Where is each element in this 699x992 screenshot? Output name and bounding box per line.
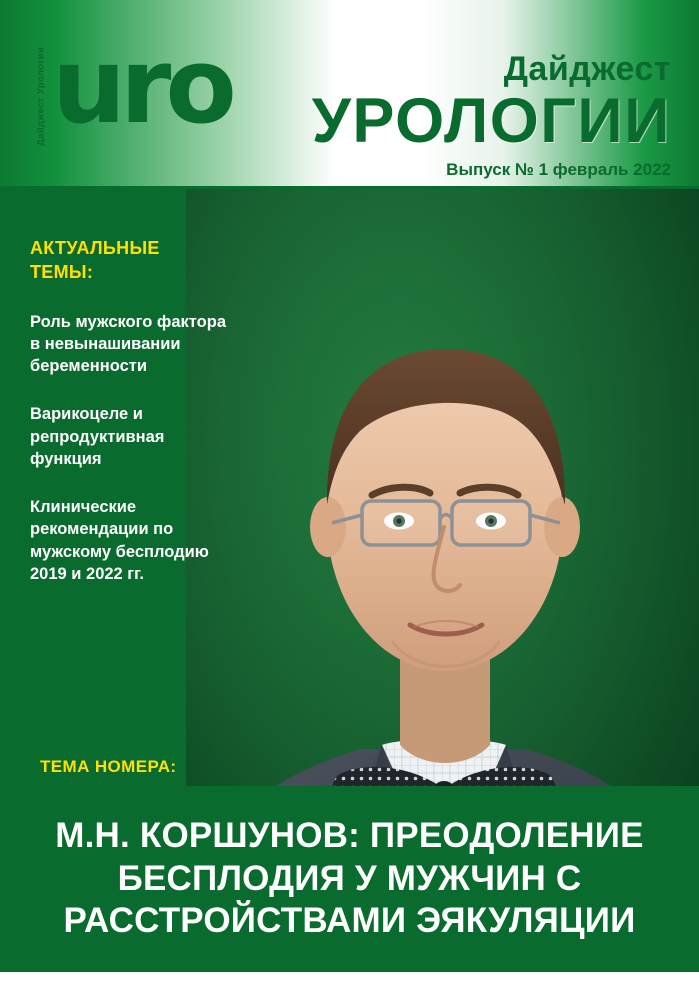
issue-line: Выпуск № 1 февраль 2022 xyxy=(446,160,671,179)
list-item: Клинические рекомендации по мужскому бесплодию 2019 и 2022 гг. xyxy=(30,498,209,583)
title-urology: УРОЛОГИИ xyxy=(311,86,671,156)
list-item: Варикоцеле и репродуктивная функция xyxy=(30,405,165,468)
logo-vertical-text: Дайджест Урологии xyxy=(35,46,47,146)
topics-heading-line1: АКТУАЛЬНЫЕ xyxy=(30,238,160,258)
masthead xyxy=(0,0,699,188)
bottom-strip xyxy=(0,972,699,992)
topics-heading xyxy=(30,236,235,285)
feature-headline-band xyxy=(0,786,699,972)
title-digest: Дайджест xyxy=(503,50,671,88)
feature-headline: М.Н. КОРШУНОВ: ПРЕОДОЛЕНИЕ БЕСПЛОДИЯ У МУЖЧИН С РАССТРОЙСТВАМИ ЭЯКУЛЯЦИИ xyxy=(55,815,644,941)
page-title xyxy=(151,52,671,154)
topics-heading-line2: ТЕМЫ: xyxy=(30,262,94,283)
list-item: Роль мужского фактора в невынашивании беременности xyxy=(30,312,227,376)
logo-uro-text: uro xyxy=(52,25,231,147)
topics-list xyxy=(30,236,235,585)
feature-label: ТЕМА НОМЕРА: xyxy=(30,753,186,782)
